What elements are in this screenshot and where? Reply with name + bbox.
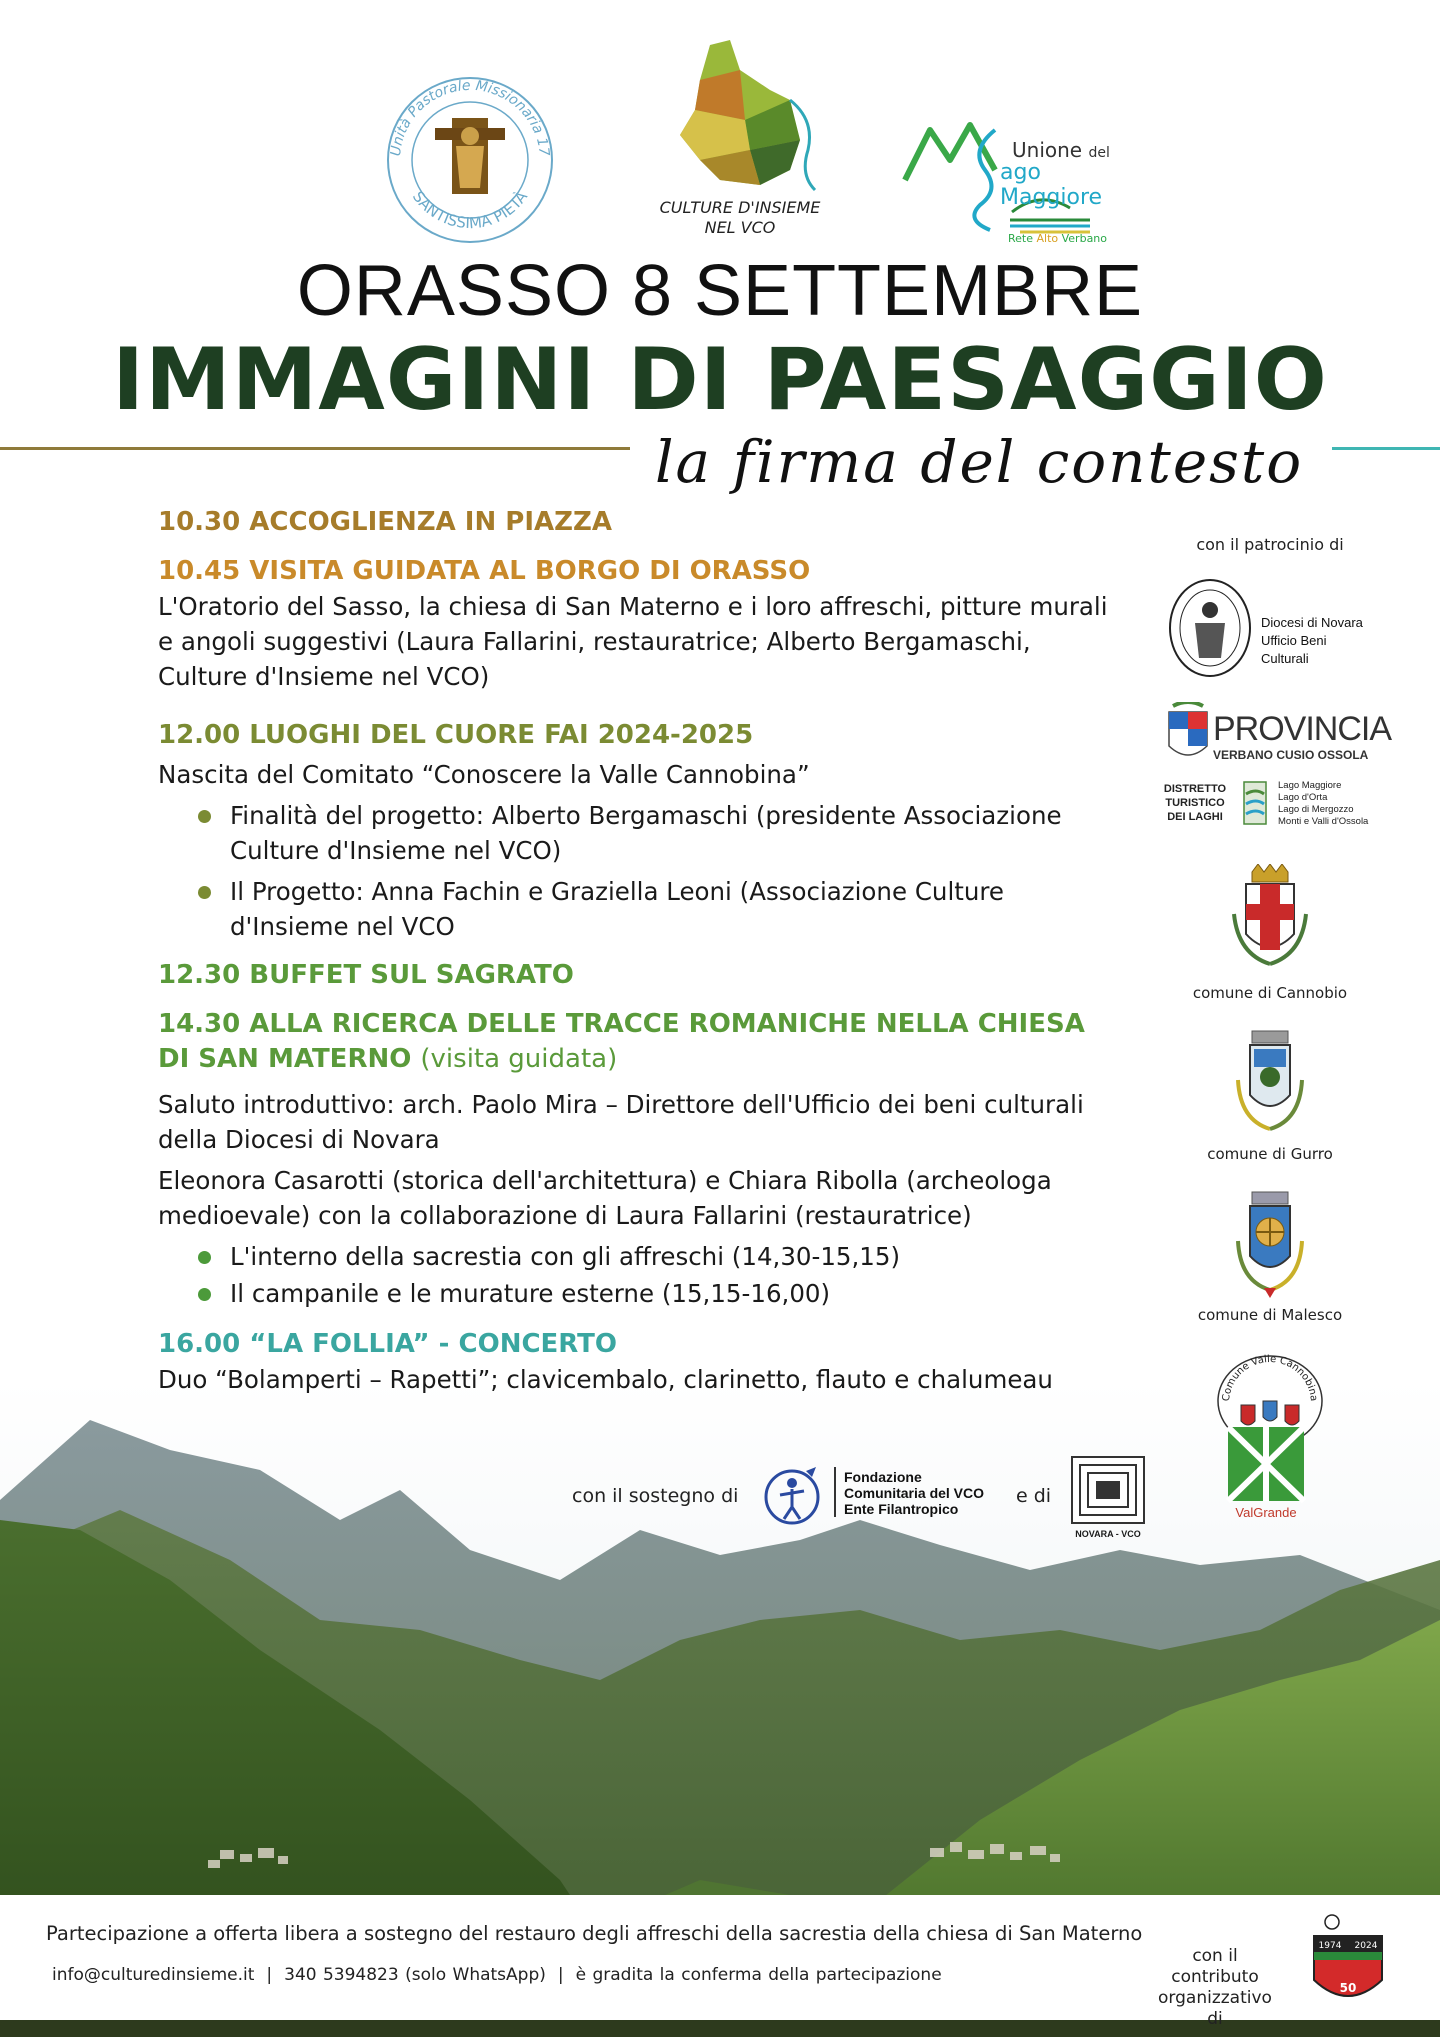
section-heading: 12.00 LUOGHI DEL CUORE FAI 2024-2025 (158, 720, 754, 750)
support-row (572, 1455, 1172, 1539)
support-label: con il sostegno di (572, 1485, 739, 1507)
valgrande-caption: ValGrande (1235, 1505, 1297, 1520)
comune-gurro-logo (1165, 1025, 1375, 1180)
us-orasso-logo (1308, 1912, 1388, 2016)
program-section-1045 (158, 554, 1118, 694)
comune-cannobio-logo (1165, 864, 1375, 1019)
support-and-label: e di (1016, 1485, 1052, 1507)
cannobio-caption: comune di Cannobio (1192, 984, 1348, 1002)
us-orasso-badge-icon (1308, 1912, 1388, 2012)
event-subtitle: la firma del contesto (655, 428, 1304, 496)
section-heading: 16.00 “LA FOLLIA” - CONCERTO (158, 1329, 617, 1359)
bullet-list (198, 798, 1078, 944)
parco-valgrande-logo (1226, 1425, 1306, 1525)
top-logo-row (380, 40, 1140, 245)
footer-contacts: info@culturedinsieme.it | 340 5394823 (solo WhatsApp) | è gradita la conferma della partecipazione (52, 1965, 942, 1985)
contact-phone[interactable]: 340 5394823 (solo WhatsApp) (284, 1965, 546, 1985)
fondazione-divider (834, 1467, 836, 1517)
svg-text:2024: 2024 (1354, 1941, 1378, 1951)
patronage-column (1160, 535, 1392, 1453)
malesco-crest-icon (1220, 1186, 1320, 1306)
footer-contribution-label: con il contributo organizzativo di (1158, 1946, 1272, 2029)
section-text: L'Oratorio del Sasso, la chiesa di San Materno e i loro affreschi, pitture murali e angoli suggestivi (Laura Fallarini, restauratrice; Alberto Bergamaschi, Culture d'Insieme nel VCO) (158, 592, 1108, 691)
program-section-1230 (158, 958, 1118, 993)
section-heading: 12.30 BUFFET SUL SAGRATO (158, 960, 574, 990)
svg-text:Unità Pastorale Missionaria 17: Unità Pastorale Missionaria 17 (387, 77, 552, 157)
gurro-crest-icon (1220, 1025, 1320, 1145)
cannobio-crest-icon (1220, 864, 1320, 984)
section-heading: 14.30 ALLA RICERCA DELLE TRACCE ROMANICHE NELLA CHIESA DI SAN MATERNO (visita guidata) (158, 1009, 1085, 1074)
svg-text:SANTISSIMA PIETÀ: SANTISSIMA PIETÀ (408, 187, 532, 233)
svg-text:1974: 1974 (1318, 1941, 1342, 1951)
diocesi-novara-logo (1165, 578, 1375, 688)
section-text: Duo “Bolamperti – Rapetti”; clavicembalo, clarinetto, flauto e chalumeau (158, 1365, 1053, 1394)
fondazione-text: Fondazione Comunitaria del VCO Ente Filantropico (844, 1469, 985, 1517)
svg-text:Comune Valle Cannobina: Comune Valle Cannobina (1220, 1353, 1320, 1402)
ulm-title-unione: Unione del (1012, 138, 1110, 162)
patronage-heading: con il patrocinio di (1196, 535, 1344, 554)
comune-malesco-logo (1165, 1186, 1375, 1341)
svg-text:50: 50 (1339, 1981, 1357, 1995)
list-item: Finalità del progetto: Alberto Bergamaschi (presidente Associazione Culture d'Insieme nel VCO) (198, 798, 1078, 868)
program-section-1030 (158, 505, 1118, 540)
section-text: Eleonora Casarotti (storica dell'architettura) e Chiara Ribolla (archeologa medioevale) con la collaborazione di Laura Fallarini (restauratrice) (158, 1166, 1052, 1230)
list-item: Il campanile e le murature esterne (15,15-16,00) (198, 1276, 1118, 1311)
contact-email[interactable]: info@culturedinsieme.it (52, 1965, 255, 1985)
diocesi-text: Diocesi di Novara Ufficio Beni Culturali (1261, 615, 1363, 666)
csv-novara-vco-logo: NOVARA - VCO (1070, 1455, 1146, 1537)
title-rule-left (0, 447, 630, 450)
bullet-list (198, 1239, 1118, 1311)
ulm-rete-label: Rete Alto Verbano (1008, 232, 1108, 245)
confirmation-note: è gradita la conferma della partecipazione (575, 1965, 942, 1985)
gurro-caption: comune di Gurro (1207, 1145, 1333, 1163)
section-heading: 10.45 VISITA GUIDATA AL BORGO DI ORASSO (158, 556, 811, 586)
event-program (158, 505, 1118, 1411)
title-rule-right (1332, 447, 1440, 450)
fondazione-vco-logo-icon (762, 1465, 822, 1525)
ulm-title-lago: ago Maggiore (1000, 160, 1103, 210)
cdi-caption-line1: CULTURE D'INSIEME (659, 198, 821, 217)
distretto-lakes: Lago Maggiore Lago d'Orta Lago di Mergozzo Monti e Valli d'Ossola (1278, 780, 1369, 827)
provincia-title: PROVINCIA (1213, 710, 1392, 748)
unione-lago-maggiore-logo (900, 80, 1140, 250)
event-date-title: ORASSO 8 SETTEMBRE (296, 251, 1144, 331)
list-item: Il Progetto: Anna Fachin e Graziella Leoni (Associazione Culture d'Insieme nel VCO (198, 874, 1078, 944)
malesco-caption: comune di Malesco (1197, 1306, 1343, 1324)
program-section-1200 (158, 718, 1118, 944)
program-section-1600 (158, 1327, 1118, 1397)
culture-dinsieme-logo (640, 40, 840, 240)
provincia-subtitle: VERBANO CUSIO OSSOLA (1213, 748, 1369, 762)
distretto-turistico-laghi-logo (1160, 776, 1380, 846)
event-main-title: IMMAGINI DI PAESAGGIO (112, 330, 1328, 430)
footer-participation-text: Partecipazione a offerta libera a sostegno del restauro degli affreschi della sacrestia della chiesa di San Materno (46, 1922, 1143, 1945)
list-item: L'interno della sacrestia con gli affreschi (14,30-15,15) (198, 1239, 1118, 1274)
csv-square-icon (1070, 1455, 1146, 1525)
section-heading: 10.30 ACCOGLIENZA IN PIAZZA (158, 507, 612, 537)
distretto-title: DISTRETTO TURISTICO DEI LAGHI (1163, 783, 1227, 823)
program-section-1430 (158, 1007, 1118, 1311)
upm-santissima-pieta-logo (380, 70, 560, 250)
cdi-caption-line2: NEL VCO (704, 218, 776, 237)
section-text: Nascita del Comitato “Conoscere la Valle Cannobina” (158, 760, 810, 789)
section-text: Saluto introduttivo: arch. Paolo Mira – Direttore dell'Ufficio dei beni culturali della Diocesi di Novara (158, 1090, 1084, 1154)
provincia-vco-logo (1165, 696, 1392, 776)
